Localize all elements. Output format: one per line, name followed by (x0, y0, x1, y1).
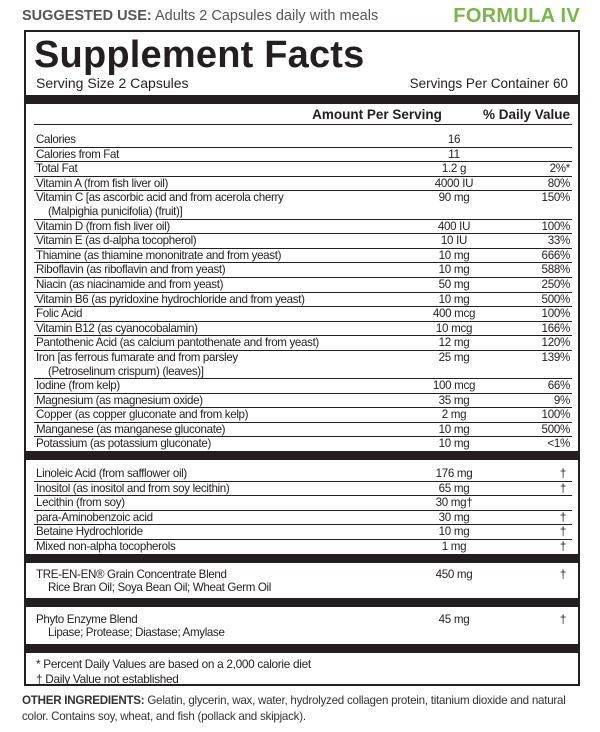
footnote-dagger: † Daily Value not established (36, 672, 179, 686)
panel-title: Supplement Facts (34, 34, 365, 76)
nutrient-daily-value: † (559, 540, 566, 554)
nutrient-row (34, 393, 572, 408)
nutrient-name: Copper (as copper gluconate and from kelp) (36, 408, 249, 422)
nutrient-name: Riboflavin (as riboflavin and from yeast) (36, 263, 226, 277)
serving-size: Serving Size 2 Capsules (36, 75, 189, 91)
nutrient-group-other (34, 467, 572, 554)
nutrient-row (34, 510, 572, 525)
other-ingredients-label: OTHER INGREDIENTS: (22, 694, 145, 707)
nutrient-amount: 10 mg (438, 248, 470, 262)
nutrient-name: Iodine (from kelp) (36, 379, 120, 393)
nutrient-name: Vitamin C [as ascorbic acid and from acerola cherry (36, 191, 284, 205)
nutrient-name: Vitamin B12 (as cyanocobalamin) (36, 321, 198, 335)
nutrient-amount: 10 mg (438, 263, 470, 277)
nutrient-name: Total Fat (36, 162, 78, 176)
nutrient-source: (Malpighia punicifolia) (fruit)] (48, 204, 183, 218)
nutrient-amount: 2 mg (441, 408, 467, 422)
nutrient-name: Potassium (as potassium gluconate) (36, 437, 211, 451)
nutrient-row (34, 321, 572, 336)
nutrient-daily-value: 33% (547, 234, 570, 248)
nutrient-name: TRE-EN-EN® Grain Concentrate Blend (36, 567, 227, 581)
nutrient-source: Lipase; Protease; Diastase; Amylase (48, 626, 225, 640)
nutrient-row (34, 407, 572, 422)
nutrient-name: Vitamin A (from fish liver oil) (36, 176, 168, 190)
nutrient-row (34, 176, 572, 191)
nutrient-name: Pantothenic Acid (as calcium pantothenate and from yeast) (36, 336, 319, 350)
nutrient-daily-value: 250% (541, 277, 570, 291)
nutrient-name: Inositol (as inositol and from soy lecithin) (36, 481, 230, 495)
nutrient-name: Linoleic Acid (from safflower oil) (36, 467, 187, 481)
nutrient-daily-value: 120% (541, 336, 570, 350)
serving-info (34, 75, 572, 95)
nutrient-row (34, 481, 572, 496)
nutrient-amount: 10 mg (438, 292, 470, 306)
thick-divider (26, 451, 578, 460)
nutrient-row (34, 539, 572, 554)
nutrient-row (34, 248, 572, 263)
nutrient-row (34, 190, 572, 218)
nutrient-group-vitamins (34, 133, 572, 451)
nutrient-daily-value: 9% (553, 393, 570, 407)
nutrient-amount: 4000 IU (434, 176, 474, 190)
nutrient-amount: 100 mcg (432, 379, 476, 393)
nutrient-daily-value: † (559, 525, 566, 539)
nutrient-amount: 90 mg (438, 191, 470, 205)
nutrient-amount: 176 mg (435, 467, 473, 481)
nutrient-name: Iron [as ferrous fumarate and from parsley (36, 350, 238, 364)
nutrient-daily-value: 588% (541, 263, 570, 277)
nutrient-amount: 10 mg (438, 437, 470, 451)
column-header (34, 105, 572, 125)
nutrient-daily-value: 150% (541, 191, 570, 205)
nutrient-row (34, 161, 572, 176)
nutrient-row (34, 378, 572, 393)
nutrient-daily-value: 166% (541, 321, 570, 335)
nutrient-amount: 16 (447, 133, 461, 146)
nutrient-row (34, 147, 572, 162)
nutrient-daily-value: 100% (541, 219, 570, 233)
nutrient-row (34, 277, 572, 292)
servings-per-container: Servings Per Container 60 (409, 76, 568, 91)
nutrient-amount: 25 mg (438, 350, 470, 364)
nutrient-row (34, 422, 572, 437)
nutrient-amount: 11 (448, 147, 460, 161)
nutrient-name: Vitamin E (as d-alpha tocopherol) (36, 234, 197, 248)
nutrient-daily-value: 100% (541, 307, 570, 321)
suggested-use (22, 8, 378, 24)
suggested-use-text: Adults 2 Capsules daily with meals (154, 8, 379, 24)
nutrient-name: Vitamin B6 (as pyridoxine hydrochloride and from yeast) (36, 292, 305, 306)
nutrient-amount: 12 mg (438, 336, 470, 350)
nutrient-daily-value: † (559, 467, 566, 481)
thick-divider (26, 598, 578, 607)
spacer (34, 125, 572, 133)
nutrient-daily-value: † (559, 481, 566, 495)
nutrient-amount: 35 mg (438, 393, 470, 407)
nutrient-daily-value: † (559, 567, 566, 581)
spacer (34, 460, 572, 467)
supplement-facts-panel (24, 30, 580, 686)
nutrient-amount: 30 mg† (435, 496, 473, 510)
nutrient-name: Vitamin D (from fish liver oil) (36, 219, 170, 233)
nutrient-row (34, 436, 572, 451)
nutrient-daily-value: <1% (547, 437, 570, 451)
suggested-use-label: SUGGESTED USE: (22, 8, 152, 24)
thick-divider (26, 95, 578, 104)
nutrient-amount: 400 mcg (432, 307, 476, 321)
nutrient-row (34, 219, 572, 234)
nutrient-row (34, 467, 572, 481)
nutrient-name: Niacin (as niacinamide and from yeast) (36, 277, 224, 291)
nutrient-daily-value: 100% (541, 408, 570, 422)
nutrient-row (34, 350, 572, 378)
nutrient-row (34, 262, 572, 277)
formula-label: FORMULA IV (453, 5, 580, 27)
nutrient-name: Mixed non-alpha tocopherols (36, 540, 176, 554)
footnote-percent-dv: * Percent Daily Values are based on a 2,000 calorie diet (36, 657, 311, 671)
nutrient-daily-value: 2%* (549, 162, 570, 176)
nutrient-row (34, 233, 572, 248)
thick-divider (26, 554, 578, 563)
other-ingredients-text: Gelatin, glycerin, wax, water, hydrolyzed collagen protein, titanium dioxide and natural color. Contains soy, wheat, and fish (pollack and skipjack). (22, 694, 566, 723)
nutrient-amount: 65 mg (438, 481, 470, 495)
nutrient-source: (Petroselinum crispum) (leaves)] (48, 364, 204, 378)
nutrient-name: Folic Acid (36, 307, 83, 321)
nutrient-amount: 450 mg (435, 567, 473, 581)
nutrient-name: Manganese (as manganese gluconate) (36, 422, 226, 436)
daily-value-header: % Daily Value (482, 107, 570, 122)
blend-phyto-enzyme (34, 613, 572, 640)
nutrient-row (34, 524, 572, 539)
nutrient-daily-value: † (559, 510, 566, 524)
footnotes (34, 657, 572, 687)
nutrient-row (34, 495, 572, 510)
amount-per-serving-header: Amount Per Serving (312, 107, 442, 122)
nutrient-amount: 1 mg (441, 540, 467, 554)
nutrient-daily-value: 80% (547, 176, 570, 190)
nutrient-row (34, 292, 572, 307)
suggested-use-bar (22, 7, 582, 31)
nutrient-amount: 1.2 g (441, 162, 467, 176)
nutrient-amount: 10 IU (440, 234, 468, 248)
nutrient-name: Thiamine (as thiamine mononitrate and from yeast) (36, 248, 282, 262)
nutrient-daily-value: 66% (547, 379, 570, 393)
nutrient-name: Magnesium (as magnesium oxide) (36, 393, 203, 407)
nutrient-name: Phyto Enzyme Blend (36, 612, 138, 626)
nutrient-name: para-Aminobenzoic acid (36, 510, 153, 524)
nutrient-row (34, 613, 572, 640)
nutrient-amount: 10 mg (438, 422, 470, 436)
nutrient-daily-value: 500% (541, 422, 570, 436)
nutrient-amount: 10 mcg (435, 321, 473, 335)
nutrient-amount: 45 mg (438, 612, 470, 626)
nutrient-daily-value: 666% (541, 248, 570, 262)
nutrient-daily-value: 139% (541, 350, 570, 364)
nutrient-row (34, 133, 572, 147)
nutrient-row (34, 335, 572, 350)
nutrient-name: Calories from Fat (36, 147, 119, 161)
nutrient-row (34, 568, 572, 595)
blend-tre-en-en (34, 568, 572, 595)
nutrient-daily-value: 500% (541, 292, 570, 306)
nutrient-row (34, 306, 572, 321)
nutrient-name: Lecithin (from soy) (36, 496, 125, 510)
other-ingredients (22, 693, 588, 724)
nutrient-daily-value: † (559, 612, 566, 626)
nutrient-amount: 30 mg (438, 510, 470, 524)
thick-divider (26, 644, 578, 653)
nutrient-name: Calories (36, 133, 76, 146)
nutrient-amount: 50 mg (438, 277, 470, 291)
nutrient-name: Betaine Hydrochloride (36, 525, 143, 539)
nutrient-source: Rice Bran Oil; Soya Bean Oil; Wheat Germ Oil (48, 581, 271, 595)
nutrient-amount: 400 IU (437, 219, 471, 233)
nutrient-amount: 10 mg (438, 525, 470, 539)
